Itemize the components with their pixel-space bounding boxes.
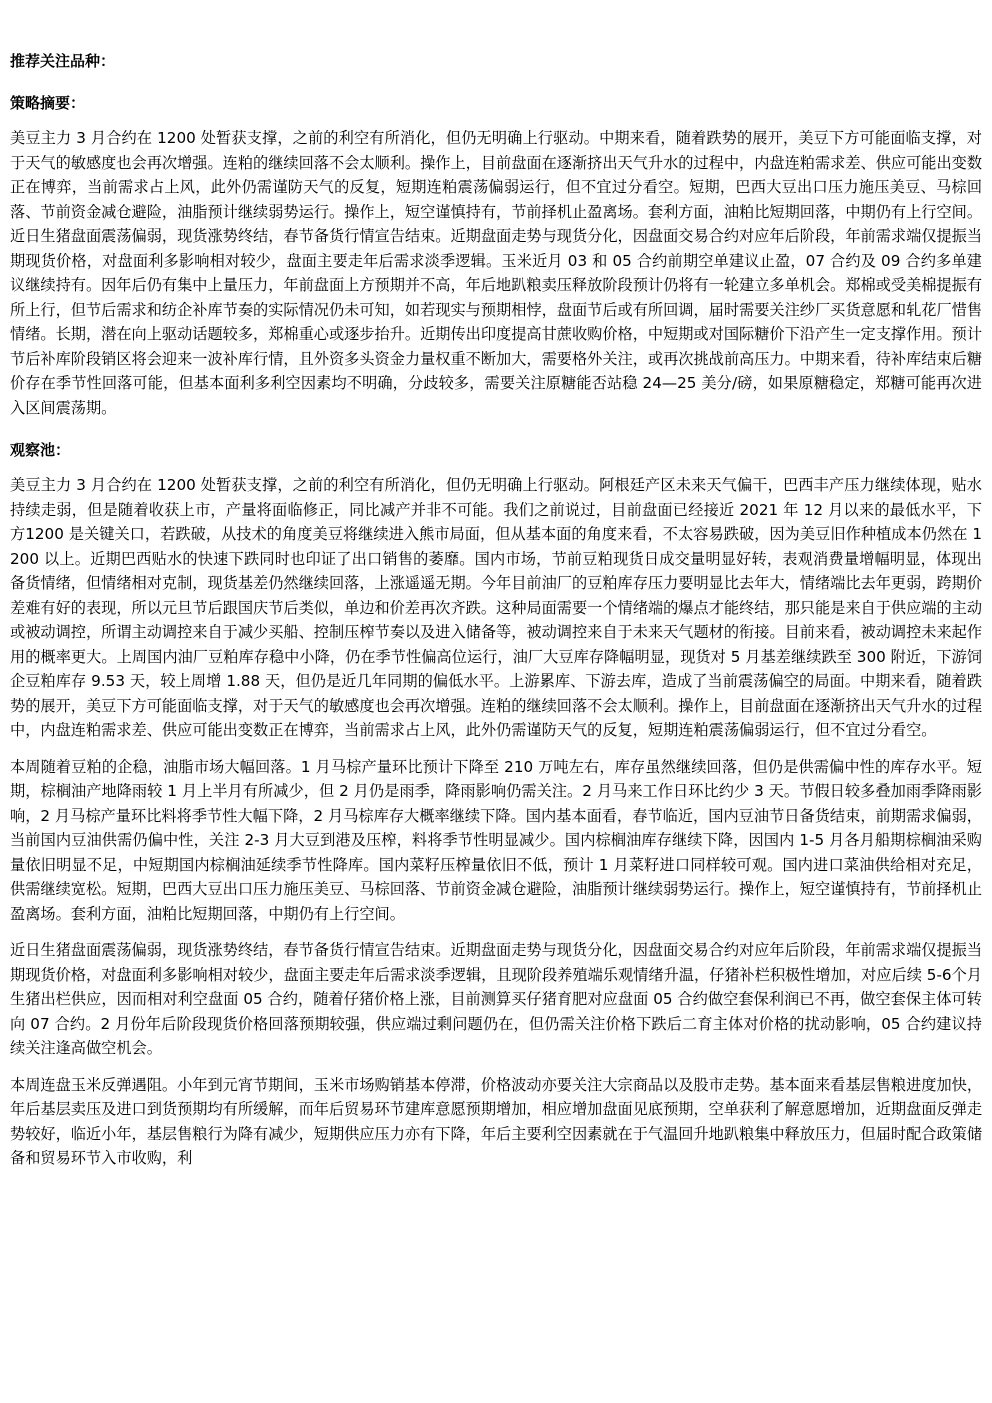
- document-page: [10, 50, 982, 1171]
- heading-recommended: 推荐关注品种：: [10, 52, 116, 70]
- watch-paragraph-hogs: 近日生猪盘面震荡偏弱，现货涨势终结，春节备货行情宣告结束。近期盘面走势与现货分化，因盘面交易合约对应年后阶段，年前需求端仅提振当期现货价格，对盘面利多影响相对较少，盘面主要走年后需求淡季逻辑，且现阶段养殖端乐观情绪升温，仔猪补栏积极性增加，对应后续 5-6个月生猪出栏供应，因而相对利空盘面 05 合约，随着仔猪价格上涨，目前测算买仔猪育肥对应盘面 05 合约做空套保利润已不再，做空套保主体可转向 07 合约。2 月份年后阶段现货价格回落预期较强，供应端过剩问题仍在，但仍需关注价格下跌后二育主体对价格的扰动影响，05 合约建议持续关注逢高做空机会。: [10, 941, 982, 1057]
- watch-paragraph-corn: 本周连盘玉米反弹遇阻。小年到元宵节期间，玉米市场购销基本停滞，价格波动亦要关注大宗商品以及股市走势。基本面来看基层售粮进度加快，年后基层卖压及进口到货预期均有所缓解，而年后贸易环节建库意愿预期增加，相应增加盘面见底预期，空单获利了解意愿增加，近期盘面反弹走势较好，临近小年，基层售粮行为降有减少，短期供应压力亦有下降，年后主要利空因素就在于气温回升地趴粮集中释放压力，但届时配合政策储备和贸易环节入市收购，利: [10, 1075, 982, 1167]
- strategy-summary-paragraph: 美豆主力 3 月合约在 1200 处暂获支撑，之前的利空有所消化，但仍无明确上行驱动。中期来看，随着跌势的展开，美豆下方可能面临支撑，对于天气的敏感度也会再次增强。连粕的继续回落不会太顺利。操作上，目前盘面在逐渐挤出天气升水的过程中，内盘连粕需求差、供应可能出变数正在博弈，当前需求占上风，此外仍需谨防天气的反复，短期连粕震荡偏弱运行，但不宜过分看空。短期，巴西大豆出口压力施压美豆、马棕回落、节前资金减仓避险，油脂预计继续弱势运行。操作上，短空谨慎持有，节前择机止盈离场。套利方面，油粕比短期回落，中期仍有上行空间。近日生猪盘面震荡偏弱，现货涨势终结，春节备货行情宣告结束。近期盘面走势与现货分化，因盘面交易合约对应年后阶段，年前需求端仅提振当期现货价格，对盘面利多影响相对较少，盘面主要走年后需求淡季逻辑。玉米近月 03 和 05 合约前期空单建议止盈，07 合约及 09 合约多单建议继续持有。因年后仍有集中上量压力，年前盘面上方预期并不高，年后地趴粮卖压释放阶段预计仍将有一轮建立多单机会。郑棉或受美棉提振有所上行，但节后需求和纺企补库节奏的实际情况仍未可知，如若现实与预期相悖，盘面节后或有所回调，届时需要关注纱厂买货意愿和轧花厂惜售情绪。长期，潜在向上驱动话题较多，郑棉重心或逐步抬升。近期传出印度提高甘蔗收购价格，中短期或对国际糖价下沿产生一定支撑作用。预计节后补库阶段销区将会迎来一波补库行情，且外资多头资金力量权重不断加大，需要格外关注，或再次挑战前高压力。中期来看，待补库结束后糖价存在季节性回落可能，但基本面利多利空因素均不明确，分歧较多，需要关注原糖能否站稳 24—25 美分/磅，如果原糖稳定，郑糖可能再次进入区间震荡期。: [10, 129, 982, 417]
- watch-paragraph-soybean-meal: 美豆主力 3 月合约在 1200 处暂获支撑，之前的利空有所消化，但仍无明确上行驱动。阿根廷产区未来天气偏干，巴西丰产压力继续体现，贴水持续走弱，但是随着收获上市，产量将面临修正，同比减产并非不可能。我们之前说过，目前盘面已经接近 2021 年 12 月以来的最低水平，下方1200 是关键关口，若跌破，从技术的角度美豆将继续进入熊市局面，但从基本面的角度来看，不太容易跌破，因为美豆旧作种植成本仍然在 1200 以上。近期巴西贴水的快速下跌同时也印证了出口销售的萎靡。国内市场，节前豆粕现货日成交量明显好转，表观消费量增幅明显，体现出备货情绪，但情绪相对克制，现货基差仍然继续回落，上涨遥遥无期。今年目前油厂的豆粕库存压力要明显比去年大，情绪端比去年更弱，跨期价差难有好的表现，所以元旦节后跟国庆节后类似，单边和价差再次齐跌。这种局面需要一个情绪端的爆点才能终结，那只能是来自于供应端的主动或被动调控，所谓主动调控来自于减少买船、控制压榨节奏以及进入储备等，被动调控来自于未来天气题材的衔接。目前来看，被动调控未来起作用的概率更大。上周国内油厂豆粕库存稳中小降，仍在季节性偏高位运行，油厂大豆库存降幅明显，现货对 5 月基差继续跌至 300 附近，下游饲企豆粕库存 9.53 天，较上周增 1.88 天，但仍是近几年同期的偏低水平。上游累库、下游去库，造成了当前震荡偏空的局面。中期来看，随着跌势的展开，美豆下方可能面临支撑，对于天气的敏感度也会再次增强。连粕的继续回落不会太顺利。操作上，目前盘面在逐渐挤出天气升水的过程中，内盘连粕需求差、供应可能出变数正在博弈，当前需求占上风，此外仍需谨防天气的反复，短期连粕震荡偏弱运行，但不宜过分看空。: [10, 476, 982, 739]
- watch-paragraph-oils: 本周随着豆粕的企稳，油脂市场大幅回落。1 月马棕产量环比预计下降至 210 万吨左右，库存虽然继续回落，但仍是供需偏中性的库存水平。短期，棕榈油产地降雨较 1 月上半月有所减少，但 2 月仍是雨季，降雨影响仍需关注。2 月马来工作日环比约少 3 天。节假日较多叠加雨季降雨影响，2 月马棕产量环比料将季节性大幅下降，2 月马棕库存大概率继续下降。国内基本面看，春节临近，国内豆油节日备货结束，前期需求偏弱，当前国内豆油供需仍偏中性，关注 2-3 月大豆到港及压榨，料将季节性明显减少。国内棕榈油库存继续下降，因国内 1-5 月各月船期棕榈油采购量依旧明显不足，中短期国内棕榈油延续季节性降库。国内菜籽压榨量依旧不低，预计 1 月菜籽进口同样较可观。国内进口菜油供给相对充足，供需继续宽松。短期，巴西大豆出口压力施压美豆、马棕回落、节前资金减仓避险，油脂预计继续弱势运行。操作上，短空谨慎持有，节前择机止盈离场。套利方面，油粕比短期回落，中期仍有上行空间。: [10, 757, 982, 923]
- heading-watch-pool: 观察池：: [10, 441, 71, 459]
- heading-strategy-summary: 策略摘要：: [10, 94, 86, 112]
